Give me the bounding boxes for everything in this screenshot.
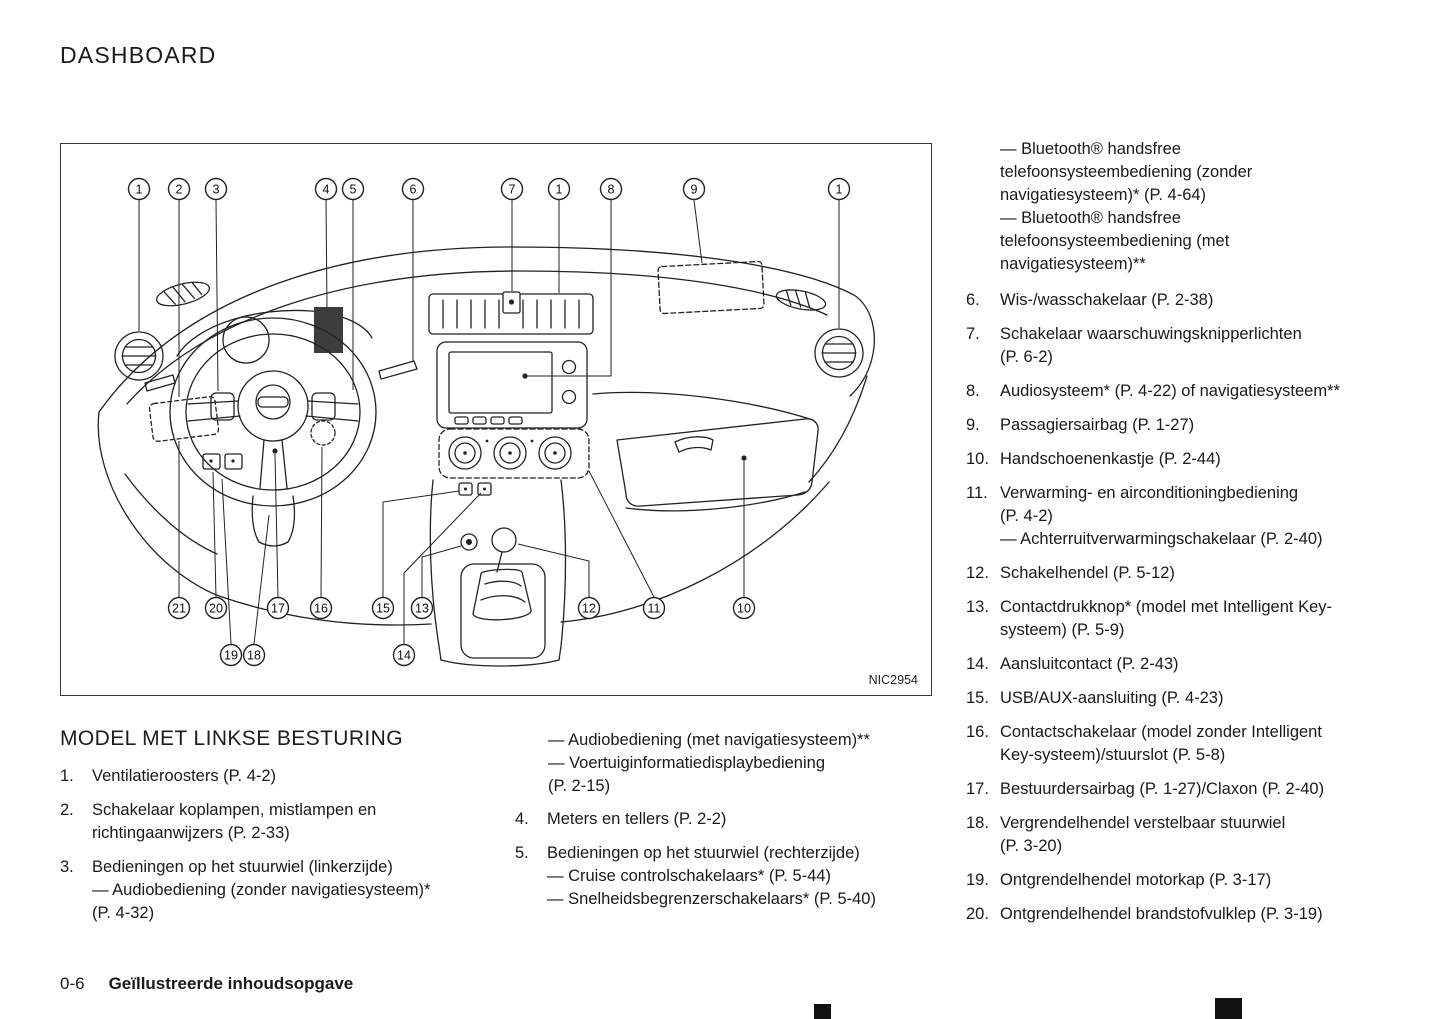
list-item	[966, 778, 1406, 801]
list-column-left	[60, 765, 490, 936]
dashed-area-passenger-airbag	[658, 261, 764, 313]
list-item	[60, 856, 490, 925]
item-number: 8.	[966, 382, 980, 400]
callouts	[129, 179, 850, 666]
list-item	[966, 414, 1406, 437]
item-number: 17.	[966, 780, 989, 798]
list-item	[515, 808, 945, 831]
item-text	[1000, 869, 1406, 892]
list-item	[60, 799, 490, 845]
item-text	[1000, 482, 1406, 551]
callout-number: 4	[322, 182, 330, 197]
callout-number: 3	[212, 182, 220, 197]
list-column-middle-continuation	[548, 729, 948, 811]
callout-number: 14	[397, 648, 411, 663]
list-item	[966, 323, 1406, 369]
item-line: (P. 6-2)	[1000, 348, 1053, 366]
item-text	[547, 842, 945, 911]
callout-number: 8	[607, 182, 615, 197]
item-number: 18.	[966, 814, 989, 832]
item-line: Passagiersairbag (P. 1-27)	[1000, 416, 1195, 434]
list-item	[966, 596, 1406, 642]
item-line: telefoonsysteembediening (zonder	[1000, 163, 1253, 181]
page-footer	[60, 974, 353, 994]
callout-number: 13	[415, 601, 429, 616]
item-line: systeem) (P. 5-9)	[1000, 621, 1125, 639]
list-item	[966, 812, 1406, 858]
item-number: 20.	[966, 905, 989, 923]
callout-number: 18	[247, 648, 261, 663]
item-line: Audiosysteem* (P. 4-22) of navigatiesysteem**	[1000, 382, 1340, 400]
item-number: 13.	[966, 598, 989, 616]
item-number: 6.	[966, 291, 980, 309]
item-number: 4.	[515, 810, 529, 828]
item-number: 1.	[60, 767, 74, 785]
item-text	[1000, 687, 1406, 710]
footer-page-number: 0-6	[60, 974, 85, 993]
item-line: (P. 4-2)	[1000, 507, 1053, 525]
list-item	[966, 380, 1406, 403]
item-text	[1000, 596, 1406, 642]
callout-number: 1	[555, 182, 563, 197]
item-text	[92, 765, 490, 788]
lower-left-switches	[203, 454, 242, 469]
item-line: — Bluetooth® handsfree	[1000, 140, 1181, 158]
callout-number: 9	[690, 182, 698, 197]
aux-usb-sockets	[459, 483, 491, 495]
item-text	[1000, 414, 1406, 437]
item-number: 7.	[966, 325, 980, 343]
callout-number: 5	[349, 182, 357, 197]
item-number: 19.	[966, 871, 989, 889]
list-item	[966, 721, 1406, 767]
item-number: 16.	[966, 723, 989, 741]
item-line: Ventilatieroosters (P. 4-2)	[92, 767, 277, 785]
item-line: Schakelaar waarschuwingsknipperlichten	[1000, 325, 1302, 343]
callout-number: 10	[737, 601, 751, 616]
dashboard-figure	[60, 143, 932, 696]
instrument-cluster	[177, 307, 372, 363]
item-line: Schakelaar koplampen, mistlampen en	[92, 801, 377, 819]
callout-number: 20	[209, 601, 223, 616]
callout-number: 1	[835, 182, 843, 197]
item-text	[92, 856, 490, 925]
item-text	[547, 808, 945, 831]
figure-code: NIC2954	[868, 673, 918, 687]
item-line: (P. 2-15)	[548, 777, 611, 795]
item-line: Aansluitcontact (P. 2-43)	[1000, 655, 1179, 673]
item-line: Meters en tellers (P. 2-2)	[547, 810, 727, 828]
item-number: 12.	[966, 564, 989, 582]
steering-column	[252, 496, 294, 546]
item-number: 9.	[966, 416, 980, 434]
item-line: Wis-/wasschakelaar (P. 2-38)	[1000, 291, 1214, 309]
item-line: Key-systeem)/stuurslot (P. 5-8)	[1000, 746, 1226, 764]
dashboard-diagram	[61, 144, 931, 695]
callout-number: 21	[172, 601, 186, 616]
item-line: Bedieningen op het stuurwiel (rechterzijde)	[547, 844, 860, 862]
item-line: Contactdrukknop* (model met Intelligent Key-	[1000, 598, 1332, 616]
section-heading: MODEL MET LINKSE BESTURING	[60, 727, 403, 750]
continuation-block	[548, 729, 948, 798]
audio-unit	[437, 342, 587, 428]
footer-chapter-title: Geïllustreerde inhoudsopgave	[108, 974, 354, 993]
item-line: Verwarming- en airconditioningbediening	[1000, 484, 1299, 502]
item-text	[1000, 903, 1406, 926]
item-line: — Snelheidsbegrenzerschakelaars* (P. 5-40)	[547, 890, 876, 908]
item-line: Bedieningen op het stuurwiel (linkerzijde)	[92, 858, 393, 876]
item-number: 11.	[966, 484, 988, 502]
item-text	[1000, 721, 1406, 767]
list-item	[966, 687, 1406, 710]
leader-lines	[139, 200, 839, 644]
item-text	[1000, 653, 1406, 676]
print-registration-mark	[1215, 998, 1242, 1019]
list-item	[966, 448, 1406, 471]
item-text	[1000, 778, 1406, 801]
item-number: 14.	[966, 655, 989, 673]
item-number: 2.	[60, 801, 74, 819]
list-item	[966, 289, 1406, 312]
item-text	[1000, 380, 1406, 403]
item-line: — Achterruitverwarmingschakelaar (P. 2-40)	[1000, 530, 1323, 548]
item-line: — Voertuiginformatiedisplaybediening	[548, 754, 826, 772]
item-line: telefoonsysteembediening (met	[1000, 232, 1230, 250]
list-item	[60, 765, 490, 788]
list-column-middle	[515, 808, 945, 922]
item-number: 10.	[966, 450, 989, 468]
item-line: — Audiobediening (met navigatiesysteem)**	[548, 731, 870, 749]
glovebox	[593, 392, 818, 510]
item-line: Handschoenenkastje (P. 2-44)	[1000, 450, 1221, 468]
callout-number: 11	[647, 601, 661, 616]
item-line: (P. 3-20)	[1000, 837, 1063, 855]
item-line: — Cruise controlschakelaars* (P. 5-44)	[547, 867, 831, 885]
page-title: DASHBOARD	[60, 42, 217, 68]
item-number: 5.	[515, 844, 529, 862]
gear-shifter	[430, 480, 565, 666]
item-text	[1000, 448, 1406, 471]
center-vents	[429, 292, 593, 334]
item-text	[1000, 323, 1406, 369]
item-line: Ontgrendelhendel motorkap (P. 3-17)	[1000, 871, 1272, 889]
item-number: 15.	[966, 689, 989, 707]
callout-number: 17	[271, 601, 285, 616]
item-line: richtingaanwijzers (P. 2-33)	[92, 824, 290, 842]
callout-number: 15	[376, 601, 390, 616]
right-speaker-grille	[775, 286, 828, 313]
list-item	[966, 562, 1406, 585]
callout-number: 7	[508, 182, 516, 197]
right-vent	[815, 329, 863, 377]
item-text	[1000, 562, 1406, 585]
left-vent	[115, 332, 163, 380]
list-item	[966, 653, 1406, 676]
item-text	[1000, 812, 1406, 858]
item-text	[92, 799, 490, 845]
callout-number: 2	[175, 182, 183, 197]
wiper-stalk	[379, 361, 417, 379]
callout-number: 19	[224, 648, 238, 663]
list-column-right	[966, 138, 1406, 937]
callout-number: 1	[135, 182, 143, 197]
item-line: (P. 4-32)	[92, 904, 155, 922]
print-registration-mark	[814, 1004, 831, 1019]
list-item	[966, 482, 1406, 551]
item-line: navigatiesysteem)**	[1000, 255, 1146, 273]
callout-number: 12	[582, 601, 596, 616]
left-speaker-grille	[154, 278, 211, 310]
steering-wheel	[170, 318, 376, 506]
item-line: navigatiesysteem)* (P. 4-64)	[1000, 186, 1207, 204]
item-line: — Audiobediening (zonder navigatiesysteem)*	[92, 881, 431, 899]
item-line: Contactschakelaar (model zonder Intelligent	[1000, 723, 1322, 741]
item-line: Bestuurdersairbag (P. 1-27)/Claxon (P. 2-40)	[1000, 780, 1325, 798]
item-line: Ontgrendelhendel brandstofvulklep (P. 3-19)	[1000, 905, 1323, 923]
callout-number: 6	[409, 182, 417, 197]
continuation-block	[966, 138, 1406, 276]
list-item	[515, 842, 945, 911]
dashed-area-ignition	[311, 421, 335, 445]
item-text	[1000, 289, 1406, 312]
callout-number: 16	[314, 601, 328, 616]
climate-controls	[439, 429, 589, 478]
item-line: USB/AUX-aansluiting (P. 4-23)	[1000, 689, 1224, 707]
item-line: Vergrendelhendel verstelbaar stuurwiel	[1000, 814, 1286, 832]
item-line: Schakelhendel (P. 5-12)	[1000, 564, 1175, 582]
item-line: — Bluetooth® handsfree	[1000, 209, 1181, 227]
list-item	[966, 869, 1406, 892]
item-number: 3.	[60, 858, 74, 876]
list-item	[966, 903, 1406, 926]
